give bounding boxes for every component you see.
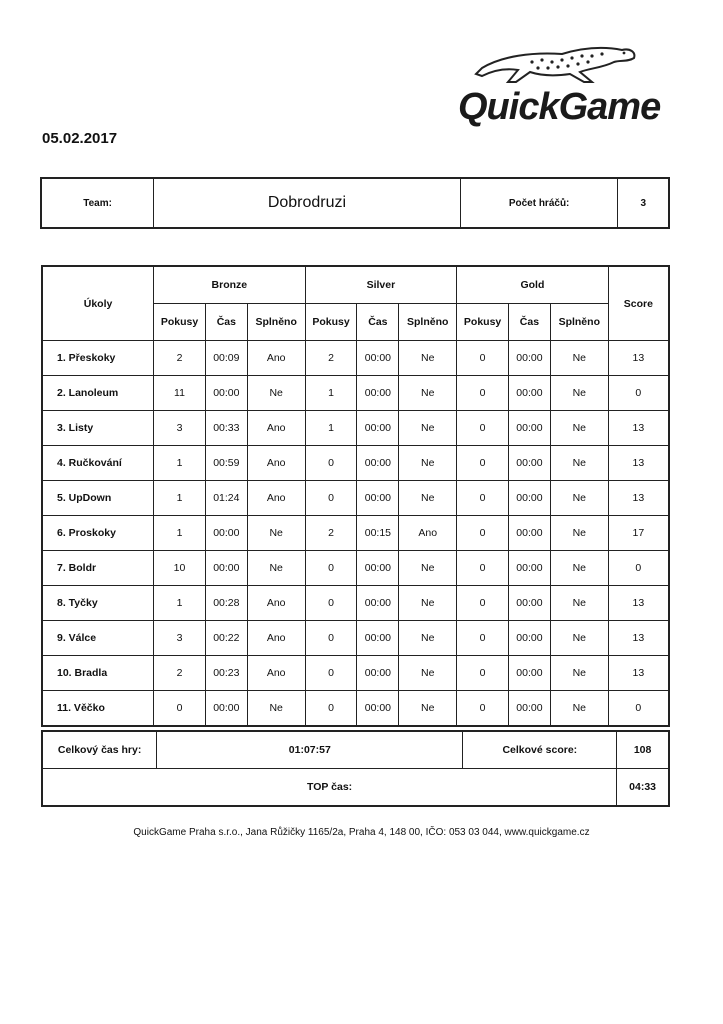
table-row	[42, 656, 669, 691]
done-cell: Ne	[550, 656, 608, 691]
attempts-cell: 0	[457, 691, 509, 727]
top-time-label: TOP čas:	[42, 769, 617, 807]
score-cell: 13	[608, 586, 669, 621]
attempts-cell: 0	[457, 376, 509, 411]
score-cell: 13	[608, 341, 669, 376]
time-cell: 00:00	[509, 376, 551, 411]
done-cell: Ne	[550, 551, 608, 586]
tasks-header: Úkoly	[42, 266, 154, 341]
attempts-cell: 1	[154, 586, 206, 621]
summary-row	[42, 731, 669, 769]
time-cell: 00:00	[509, 656, 551, 691]
time-cell: 00:00	[509, 516, 551, 551]
attempts-cell: 0	[305, 656, 357, 691]
done-cell: Ne	[247, 551, 305, 586]
attempts-cell: 3	[154, 411, 206, 446]
sub-header-done: Splněno	[550, 304, 608, 341]
time-cell: 00:00	[205, 551, 247, 586]
done-cell: Ne	[399, 481, 457, 516]
sub-header-done: Splněno	[247, 304, 305, 341]
time-cell: 00:00	[357, 656, 399, 691]
table-row	[42, 586, 669, 621]
total-time-label: Celkový čas hry:	[42, 731, 157, 769]
attempts-cell: 0	[305, 586, 357, 621]
done-cell: Ne	[399, 551, 457, 586]
task-rows	[42, 341, 669, 727]
time-cell: 00:00	[509, 411, 551, 446]
time-cell: 00:09	[205, 341, 247, 376]
attempts-cell: 2	[154, 341, 206, 376]
done-cell: Ne	[550, 411, 608, 446]
level-header-gold: Gold	[457, 266, 609, 304]
score-cell: 17	[608, 516, 669, 551]
attempts-cell: 1	[154, 516, 206, 551]
done-cell: Ano	[399, 516, 457, 551]
done-cell: Ne	[550, 376, 608, 411]
level-header-bronze: Bronze	[154, 266, 306, 304]
time-cell: 00:00	[357, 446, 399, 481]
results-table	[41, 265, 670, 727]
table-row	[42, 621, 669, 656]
time-cell: 00:00	[205, 516, 247, 551]
done-cell: Ano	[247, 341, 305, 376]
done-cell: Ne	[550, 516, 608, 551]
attempts-cell: 1	[305, 411, 357, 446]
task-name: 10. Bradla	[42, 656, 154, 691]
attempts-cell: 3	[154, 621, 206, 656]
score-header: Score	[608, 266, 669, 341]
time-cell: 00:00	[357, 691, 399, 727]
attempts-cell: 2	[154, 656, 206, 691]
time-cell: 00:00	[357, 411, 399, 446]
score-cell: 0	[608, 551, 669, 586]
time-cell: 00:00	[205, 691, 247, 727]
sub-header-attempts: Pokusy	[305, 304, 357, 341]
table-row	[42, 411, 669, 446]
done-cell: Ne	[399, 691, 457, 727]
team-name: Dobrodruzi	[154, 178, 461, 228]
time-cell: 00:00	[509, 691, 551, 727]
team-row	[41, 178, 669, 228]
task-name: 6. Proskoky	[42, 516, 154, 551]
time-cell: 00:00	[357, 586, 399, 621]
task-name: 4. Ručkování	[42, 446, 154, 481]
top-time-value: 04:33	[617, 769, 669, 807]
table-row	[42, 341, 669, 376]
attempts-cell: 0	[305, 691, 357, 727]
done-cell: Ne	[550, 621, 608, 656]
sub-header-time: Čas	[205, 304, 247, 341]
done-cell: Ne	[550, 481, 608, 516]
table-row	[42, 691, 669, 727]
time-cell: 00:00	[205, 376, 247, 411]
done-cell: Ano	[247, 481, 305, 516]
summary-table	[41, 730, 670, 807]
task-name: 11. Věčko	[42, 691, 154, 727]
sub-header-attempts: Pokusy	[457, 304, 509, 341]
attempts-cell: 0	[154, 691, 206, 727]
score-cell: 0	[608, 376, 669, 411]
players-label: Počet hráčů:	[460, 178, 618, 228]
sub-header-done: Splněno	[399, 304, 457, 341]
done-cell: Ano	[247, 586, 305, 621]
sub-header-time: Čas	[509, 304, 551, 341]
time-cell: 00:00	[357, 621, 399, 656]
attempts-cell: 0	[305, 551, 357, 586]
done-cell: Ne	[399, 376, 457, 411]
attempts-cell: 11	[154, 376, 206, 411]
done-cell: Ne	[550, 446, 608, 481]
task-name: 1. Přeskoky	[42, 341, 154, 376]
done-cell: Ne	[399, 341, 457, 376]
time-cell: 00:28	[205, 586, 247, 621]
done-cell: Ano	[247, 446, 305, 481]
cheetah-icon	[472, 38, 642, 88]
score-cell: 13	[608, 481, 669, 516]
time-cell: 00:15	[357, 516, 399, 551]
total-score-value: 108	[617, 731, 669, 769]
time-cell: 00:23	[205, 656, 247, 691]
table-row	[42, 551, 669, 586]
score-cell: 0	[608, 691, 669, 727]
attempts-cell: 0	[457, 551, 509, 586]
task-name: 8. Tyčky	[42, 586, 154, 621]
attempts-cell: 0	[457, 411, 509, 446]
players-count: 3	[618, 178, 669, 228]
score-cell: 13	[608, 621, 669, 656]
time-cell: 00:00	[357, 481, 399, 516]
attempts-cell: 1	[305, 376, 357, 411]
done-cell: Ne	[550, 341, 608, 376]
sub-header-attempts: Pokusy	[154, 304, 206, 341]
attempts-cell: 0	[457, 621, 509, 656]
quickgame-logo	[450, 38, 661, 128]
table-row	[42, 481, 669, 516]
done-cell: Ne	[399, 446, 457, 481]
top-time-row	[42, 769, 669, 807]
time-cell: 00:00	[509, 481, 551, 516]
time-cell: 00:00	[509, 621, 551, 656]
score-cell: 13	[608, 446, 669, 481]
task-name: 5. UpDown	[42, 481, 154, 516]
level-header-silver: Silver	[305, 266, 457, 304]
time-cell: 00:00	[357, 376, 399, 411]
done-cell: Ne	[399, 586, 457, 621]
time-cell: 00:00	[357, 341, 399, 376]
time-cell: 01:24	[205, 481, 247, 516]
task-name: 2. Lanoleum	[42, 376, 154, 411]
done-cell: Ne	[247, 691, 305, 727]
time-cell: 00:00	[509, 551, 551, 586]
attempts-cell: 0	[457, 341, 509, 376]
table-row	[42, 446, 669, 481]
task-name: 3. Listy	[42, 411, 154, 446]
attempts-cell: 1	[154, 446, 206, 481]
attempts-cell: 0	[457, 481, 509, 516]
done-cell: Ne	[399, 621, 457, 656]
done-cell: Ne	[550, 586, 608, 621]
score-cell: 13	[608, 411, 669, 446]
header-row-levels	[42, 266, 669, 304]
team-label: Team:	[41, 178, 154, 228]
done-cell: Ne	[550, 691, 608, 727]
footer-company-info: QuickGame Praha s.r.o., Jana Růžičky 1165/2a, Praha 4, 148 00, IČO: 053 03 044, www.quickgame.cz	[133, 827, 590, 838]
attempts-cell: 0	[457, 586, 509, 621]
time-cell: 00:00	[509, 586, 551, 621]
attempts-cell: 2	[305, 516, 357, 551]
done-cell: Ne	[247, 516, 305, 551]
score-cell: 13	[608, 656, 669, 691]
total-time-value: 01:07:57	[157, 731, 463, 769]
done-cell: Ano	[247, 411, 305, 446]
time-cell: 00:33	[205, 411, 247, 446]
attempts-cell: 0	[305, 621, 357, 656]
time-cell: 00:00	[357, 551, 399, 586]
table-row	[42, 376, 669, 411]
team-info-table	[40, 177, 670, 229]
attempts-cell: 10	[154, 551, 206, 586]
done-cell: Ano	[247, 621, 305, 656]
time-cell: 00:00	[509, 446, 551, 481]
attempts-cell: 0	[457, 516, 509, 551]
task-name: 7. Boldr	[42, 551, 154, 586]
attempts-cell: 1	[154, 481, 206, 516]
total-score-label: Celkové score:	[463, 731, 617, 769]
attempts-cell: 0	[305, 481, 357, 516]
done-cell: Ano	[247, 656, 305, 691]
time-cell: 00:22	[205, 621, 247, 656]
time-cell: 00:00	[509, 341, 551, 376]
attempts-cell: 0	[457, 446, 509, 481]
document-date: 05.02.2017	[42, 130, 118, 147]
done-cell: Ne	[399, 656, 457, 691]
attempts-cell: 2	[305, 341, 357, 376]
attempts-cell: 0	[305, 446, 357, 481]
logo-text: QuickGame	[458, 86, 661, 128]
sub-header-time: Čas	[357, 304, 399, 341]
done-cell: Ne	[399, 411, 457, 446]
table-row	[42, 516, 669, 551]
task-name: 9. Válce	[42, 621, 154, 656]
done-cell: Ne	[247, 376, 305, 411]
time-cell: 00:59	[205, 446, 247, 481]
attempts-cell: 0	[457, 656, 509, 691]
